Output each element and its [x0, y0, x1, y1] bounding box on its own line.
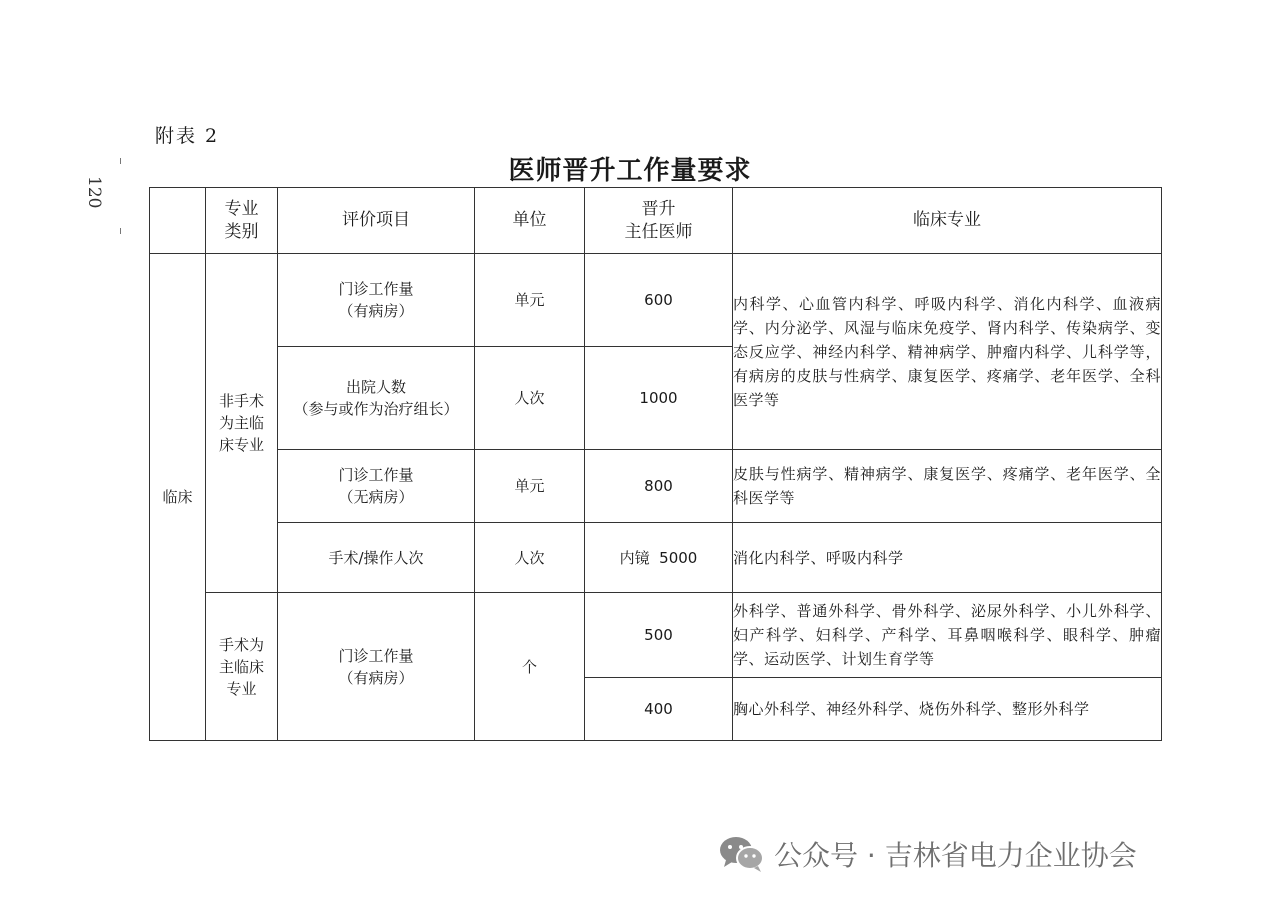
- header-promotion-chief: 晋升 主任医师: [585, 188, 733, 254]
- item-cell: 门诊工作量 （无病房）: [278, 450, 475, 523]
- value-cell: 600: [585, 254, 733, 347]
- item-cell: 出院人数 （参与或作为治疗组长）: [278, 347, 475, 450]
- specialty-cell: 胸心外科学、神经外科学、烧伤外科学、整形外科学: [733, 678, 1162, 741]
- header-unit: 单位: [475, 188, 585, 254]
- table-row: [150, 254, 1162, 347]
- item-cell: 门诊工作量 （有病房）: [278, 254, 475, 347]
- wechat-icon: [718, 834, 766, 874]
- specialty-cell: 消化内科学、呼吸内科学: [733, 523, 1162, 593]
- table-row: [150, 450, 1162, 523]
- value-cell: 800: [585, 450, 733, 523]
- group-surgical-cell: 手术为 主临床 专业: [206, 593, 278, 741]
- table-row: [150, 523, 1162, 593]
- page-tick-mark: [120, 228, 121, 234]
- unit-cell: 单元: [475, 450, 585, 523]
- header-category: 专业 类别: [206, 188, 278, 254]
- unit-cell: 个: [475, 593, 585, 741]
- table-row: [150, 593, 1162, 678]
- watermark: [718, 832, 1137, 876]
- document-title: 医师晋升工作量要求: [508, 156, 752, 186]
- header-blank: [150, 188, 206, 254]
- specialty-cell: 外科学、普通外科学、骨外科学、泌尿外科学、小儿外科学、妇产科学、妇科学、产科学、耳鼻咽喉科学、眼科学、肿瘤学、运动医学、计划生育学等: [733, 593, 1162, 678]
- unit-cell: 人次: [475, 347, 585, 450]
- page-number: 120: [84, 176, 104, 209]
- workload-requirements-table: [149, 187, 1162, 741]
- unit-cell: 单元: [475, 254, 585, 347]
- specialty-cell: 皮肤与性病学、精神病学、康复医学、疼痛学、老年医学、全科医学等: [733, 450, 1162, 523]
- discipline-cell: 临床: [150, 254, 206, 741]
- item-cell: 门诊工作量 （有病房）: [278, 593, 475, 741]
- header-specialty: 临床专业: [733, 188, 1162, 254]
- specialty-cell: 内科学、心血管内科学、呼吸内科学、消化内科学、血液病学、内分泌学、风湿与临床免疫学、肾内科学、传染病学、变态反应学、神经内科学、精神病学、肿瘤内科学、儿科学等，有病房的皮肤与性病学、康复医学、疼痛学、老年医学、全科医学等: [733, 254, 1162, 450]
- appendix-label: 附表 2: [155, 125, 220, 147]
- value-cell: 1000: [585, 347, 733, 450]
- group-non-surgical-cell: 非手术 为主临 床专业: [206, 254, 278, 593]
- watermark-text: 公众号 · 吉林省电力企业协会: [774, 839, 1137, 872]
- value-cell: 400: [585, 678, 733, 741]
- value-cell: 500: [585, 593, 733, 678]
- item-cell: 手术/操作人次: [278, 523, 475, 593]
- header-item: 评价项目: [278, 188, 475, 254]
- value-cell: 内镜 5000: [585, 523, 733, 593]
- table-header-row: [150, 188, 1162, 254]
- unit-cell: 人次: [475, 523, 585, 593]
